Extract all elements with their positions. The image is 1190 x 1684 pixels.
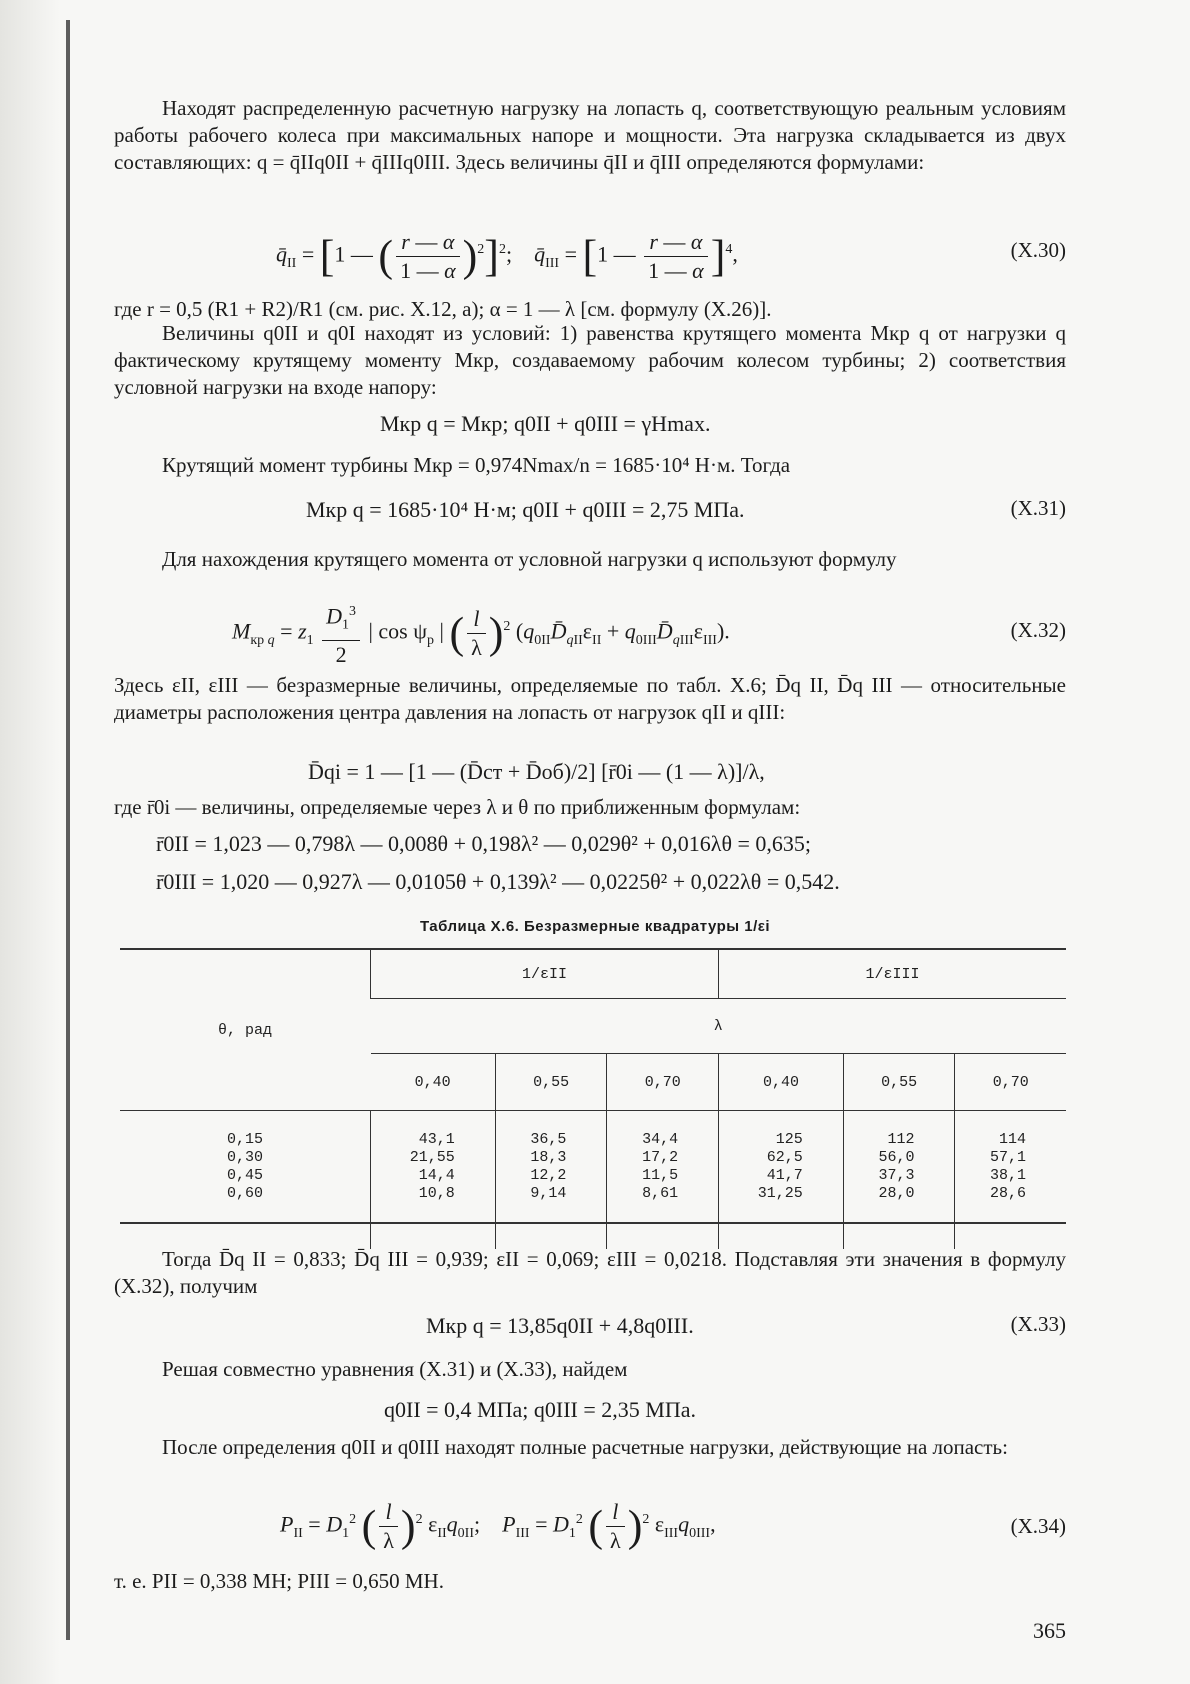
lambda-header: λ — [371, 999, 1067, 1054]
table-column-values: 34,4 17,2 11,5 8,61 — [607, 1111, 719, 1250]
equation-r0ii: r̄0II = 1,023 — 0,798λ — 0,008θ + 0,198λ² — 0,029θ² + 0,016λθ = 0,635; — [156, 831, 812, 856]
paragraph-torque-formula-intro: Для нахождения крутящего момента от условной нагрузки q используют формулу — [162, 547, 897, 571]
binding-edge-line — [66, 20, 70, 1640]
page-number: 365 — [1033, 1618, 1066, 1643]
table-bottom-rule — [120, 1222, 1066, 1224]
group-header-1-epsilon-ii: 1/εII — [371, 950, 719, 999]
table-column-values: 43,1 21,55 14,4 10,8 — [371, 1111, 496, 1250]
theta-values: 0,15 0,30 0,45 0,60 — [120, 1111, 371, 1250]
paragraph-r-definition: где r = 0,5 (R1 + R2)/R1 (см. рис. X.12, a); α = 1 — λ [см. формулу (X.26)]. — [114, 297, 772, 321]
equation-solution: q0II = 0,4 МПа; q0III = 2,35 МПа. — [384, 1397, 696, 1422]
paragraph-turbine-torque: Крутящий момент турбины Mкр = 0,974Nmax/n = 1685·10⁴ Н·м. Тогда — [162, 453, 791, 477]
lambda-value: 0,55 — [495, 1054, 607, 1111]
equation-torque-conditions: Mкр q = Mкр; q0II + q0III = γHmax. — [380, 411, 711, 436]
equation-x34: $P_{II} = D_1^2$ ( $\frac{l}{\lambda}$ )$^2$ $\varepsilon_{II}q_{0II}$; $P_{III} = D_1^2$ ( $\frac{l}{\lambda}$ )$^2$ $\varepsilon_{III}q_{0III}$, — [280, 1499, 716, 1553]
equation-r0iii: r̄0III = 1,020 — 0,927λ — 0,0105θ + 0,139λ² — 0,0225θ² + 0,022λθ = 0,542. — [156, 869, 840, 894]
equation-x33: Mкр q = 13,85q0II + 4,8q0III. — [426, 1313, 694, 1338]
lambda-value: 0,40 — [371, 1054, 496, 1111]
lambda-value: 0,70 — [607, 1054, 719, 1111]
equation-number-x30: (X.30) — [1010, 238, 1066, 262]
equation-number-x31: (X.31) — [1010, 496, 1066, 520]
lambda-value: 0,70 — [955, 1054, 1066, 1111]
paragraph-full-loads: После определения q0II и q0III находят полные расчетные нагрузки, действующие на лопасть: — [162, 1435, 1008, 1459]
equation-x32: $M_{кр q} = z_1$ $\frac{D_1^3}{2}$ | $\cos \psi_р$ | ( $\frac{l}{\lambda}$ )$^2$ ($q_{0II}D̄_{qII}\varepsilon_{II}$ + $q_{0III}D̄_{qIII}\varepsilon_{III}$). — [232, 598, 730, 669]
paragraph-conditions: Величины q0II и q0I находят из условий: 1) равенства крутящего момента Mкр q от нагрузки q фактическому крутящему моменту Mкр, создаваемому рабочим колесом турбины; 2) соответствия условной нагрузки на входе напору: — [114, 321, 1066, 399]
equation-dq: D̄qi = 1 — [1 — (D̄ст + D̄об)/2] [r̄0i — (1 — λ)]/λ, — [308, 759, 765, 784]
table-column-values: 112 56,0 37,3 28,0 — [843, 1111, 955, 1250]
paragraph-epsilon-definition: Здесь εII, εIII — безразмерные величины, определяемые по табл. X.6; D̄q II, D̄q III — относительные диаметры расположения центра давления на лопасть от нагрузок qII и qIII: — [114, 673, 1066, 724]
table-column-values: 114 57,1 38,1 28,6 — [955, 1111, 1066, 1250]
equation-x30: $q̄_{II} = [1$ — ( $\frac{r — \alpha}{1 — \alpha}$ )$^2$]$^2$; $q̄_{III} = [1$ — $\frac{r — \alpha}{1 — \alpha}$ ]$^4$, — [276, 229, 738, 283]
paragraph-solving: Решая совместно уравнения (X.31) и (X.33), найдем — [162, 1357, 628, 1381]
page-edge-shadow — [0, 0, 60, 1684]
table-caption: Таблица X.6. Безразмерные квадратуры 1/εi — [419, 918, 771, 935]
data-table-x6 — [120, 950, 1066, 1249]
equation-number-x33: (X.33) — [1010, 1312, 1066, 1336]
equation-number-x34: (X.34) — [1010, 1514, 1066, 1538]
theta-header: θ, рад — [217, 1021, 272, 1039]
equation-number-x32: (X.32) — [1010, 618, 1066, 642]
table-column-values: 36,5 18,3 12,2 9,14 — [495, 1111, 607, 1250]
lambda-value: 0,40 — [719, 1054, 844, 1111]
paragraph-load-definition: Находят распределенную расчетную нагрузку на лопасть q, соответствующую реальным условиям работы рабочего колеса при максимальных напоре и мощности. Эта нагрузка складывается из двух составляющих: q = q̄IIq0II + q̄IIIq0III. Здесь величины q̄II и q̄III определяются формулами: — [114, 96, 1066, 174]
lambda-value: 0,55 — [843, 1054, 955, 1111]
equation-x31: Mкр q = 1685·10⁴ Н·м; q0II + q0III = 2,75 МПа. — [306, 497, 745, 522]
table-column-values: 125 62,5 41,7 31,25 — [719, 1111, 844, 1250]
group-header-1-epsilon-iii: 1/εIII — [719, 950, 1066, 999]
paragraph-r0i-definition: где r̄0i — величины, определяемые через λ и θ по приближенным формулам: — [114, 795, 801, 819]
paragraph-substitution: Тогда D̄q II = 0,833; D̄q III = 0,939; εII = 0,069; εIII = 0,0218. Подставляя эти значения в формулу (X.32), получим — [114, 1247, 1066, 1298]
paragraph-result: т. е. PII = 0,338 МН; PIII = 0,650 МН. — [114, 1569, 444, 1593]
